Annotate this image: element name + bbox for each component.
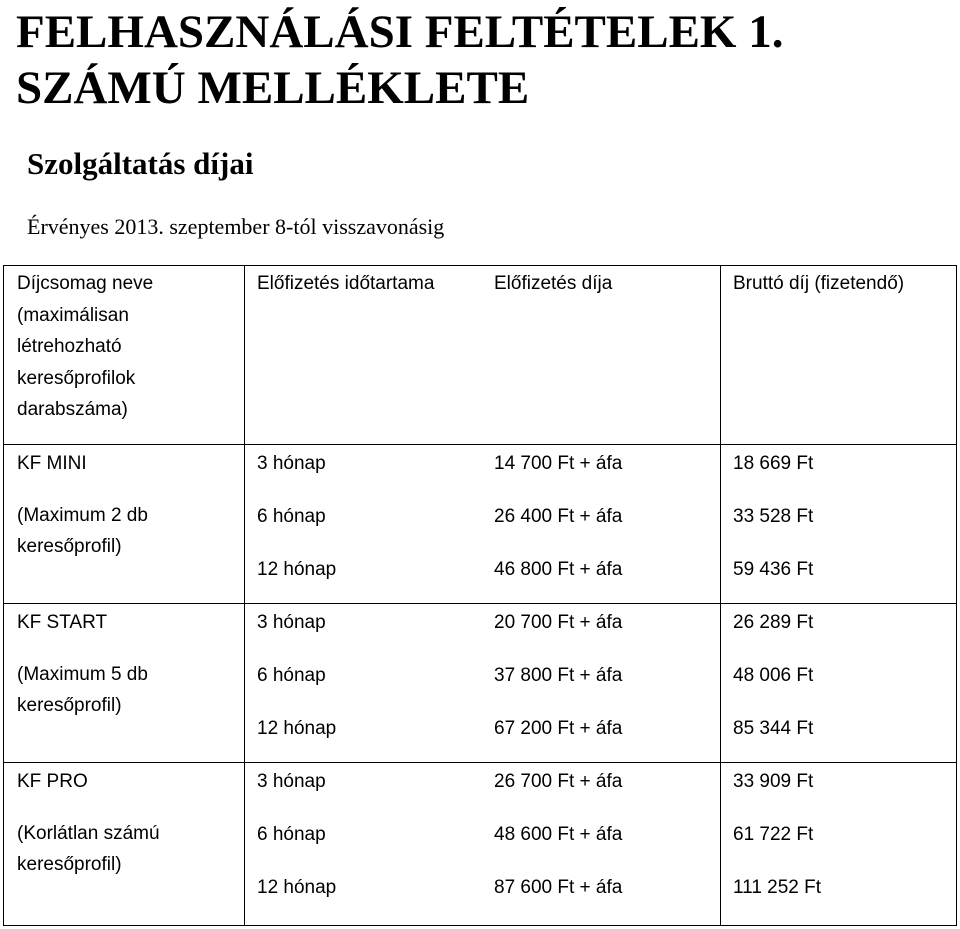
validity-text: Érvényes 2013. szeptember 8-tól visszavonásig bbox=[27, 214, 445, 239]
row-fee: 26 400 Ft + áfa bbox=[494, 506, 623, 527]
package-group-mini bbox=[17, 448, 227, 563]
row-duration: 12 hónap bbox=[257, 559, 337, 580]
row-duration: 6 hónap bbox=[257, 665, 326, 686]
row-fee: 20 700 Ft + áfa bbox=[494, 612, 623, 633]
package-note: (Maximum 2 db keresőprofil) bbox=[17, 504, 148, 557]
row-duration: 3 hónap bbox=[257, 453, 326, 474]
package-note: (Korlátlan számú keresőprofil) bbox=[17, 822, 160, 875]
row-gross: 33 528 Ft bbox=[733, 506, 814, 527]
section-subtitle: Szolgáltatás díjai bbox=[27, 146, 254, 181]
price-table bbox=[3, 265, 957, 926]
column-divider bbox=[244, 266, 245, 925]
row-duration: 6 hónap bbox=[257, 824, 326, 845]
row-gross: 59 436 Ft bbox=[733, 559, 814, 580]
row-gross: 48 006 Ft bbox=[733, 665, 814, 686]
header-package: Díjcsomag neve (maximálisan létrehozható keresőprofilok darabszáma) bbox=[17, 273, 154, 420]
row-gross: 33 909 Ft bbox=[733, 771, 814, 792]
package-name: KF START bbox=[17, 612, 108, 633]
package-group-start bbox=[17, 607, 227, 722]
column-divider bbox=[720, 266, 721, 925]
row-gross: 85 344 Ft bbox=[733, 718, 814, 739]
header-divider bbox=[4, 444, 956, 445]
row-duration: 12 hónap bbox=[257, 718, 337, 739]
row-fee: 87 600 Ft + áfa bbox=[494, 877, 623, 898]
row-fee: 48 600 Ft + áfa bbox=[494, 824, 623, 845]
row-fee: 67 200 Ft + áfa bbox=[494, 718, 623, 739]
row-duration: 3 hónap bbox=[257, 612, 326, 633]
package-group-pro bbox=[17, 766, 227, 881]
header-duration: Előfizetés időtartama bbox=[257, 273, 435, 294]
row-fee: 37 800 Ft + áfa bbox=[494, 665, 623, 686]
document-title: FELHASZNÁLÁSI FELTÉTELEK 1. SZÁMÚ MELLÉKLETE bbox=[16, 6, 784, 114]
row-duration: 12 hónap bbox=[257, 877, 337, 898]
header-gross: Bruttó díj (fizetendő) bbox=[733, 273, 905, 294]
header-fee: Előfizetés díja bbox=[494, 273, 613, 294]
row-gross: 61 722 Ft bbox=[733, 824, 814, 845]
group-divider bbox=[4, 762, 956, 763]
row-gross: 18 669 Ft bbox=[733, 453, 814, 474]
package-name: KF PRO bbox=[17, 771, 88, 792]
package-note: (Maximum 5 db keresőprofil) bbox=[17, 663, 148, 716]
row-gross: 26 289 Ft bbox=[733, 612, 814, 633]
row-fee: 14 700 Ft + áfa bbox=[494, 453, 623, 474]
row-fee: 46 800 Ft + áfa bbox=[494, 559, 623, 580]
row-duration: 3 hónap bbox=[257, 771, 326, 792]
row-duration: 6 hónap bbox=[257, 506, 326, 527]
package-name: KF MINI bbox=[17, 453, 87, 474]
row-fee: 26 700 Ft + áfa bbox=[494, 771, 623, 792]
group-divider bbox=[4, 603, 956, 604]
row-gross: 111 252 Ft bbox=[733, 877, 822, 898]
